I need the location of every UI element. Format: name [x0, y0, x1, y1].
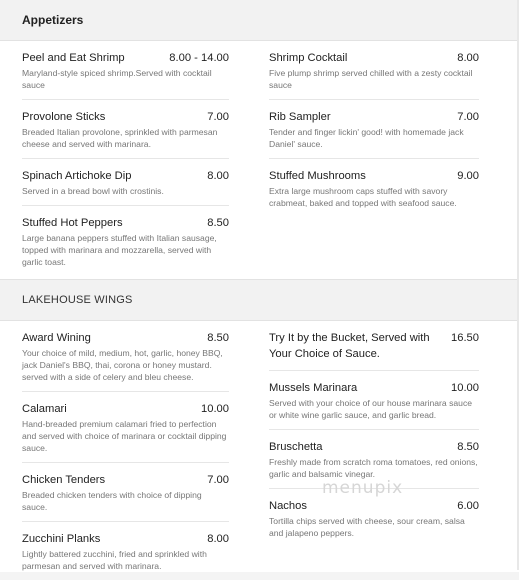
menu-item-name: Stuffed Mushrooms [269, 170, 366, 182]
menu-item-description: Hand-breaded premium calamari fried to perfection and served with choice of marinara or cocktail dipping sauce. [22, 419, 227, 453]
menu-item-price: 9.00 [457, 170, 479, 182]
appetizers-panel [0, 41, 519, 279]
menu-item-name: Calamari [22, 403, 67, 415]
menu-item-price: 8.00 [457, 52, 479, 64]
menu-item-price: 10.00 [451, 382, 479, 394]
menu-item-header [22, 168, 229, 184]
menu-item-header [22, 50, 229, 66]
menu-item [22, 392, 229, 463]
menu-item-price: 6.00 [457, 500, 479, 512]
menu-item-price: 8.50 [207, 332, 229, 344]
menu-item-description: Tortilla chips served with cheese, sour cream, salsa and jalapeno peppers. [269, 516, 465, 538]
menu-item-header [22, 531, 229, 547]
menu-item-header [269, 498, 479, 514]
wings-heading [0, 279, 519, 321]
menu-item-description: Your choice of mild, medium, hot, garlic, honey BBQ, jack Daniel's BBQ, thai, corona or honey mustard. served with a side of celery and bleu cheese. [22, 348, 223, 382]
appetizers-left-column [0, 41, 247, 279]
menu-item-description: Breaded chicken tenders with choice of dipping sauce. [22, 490, 202, 512]
menu-item-description: Lightly battered zucchini, fried and sprinkled with parmesan and served with marinara. [22, 549, 207, 571]
menu-item-description: Served with your choice of our house marinara sauce or white wine garlic sauce, and garlic bread. [269, 398, 473, 420]
appetizers-right-column [247, 41, 495, 279]
menu-item-name: Chicken Tenders [22, 474, 106, 486]
menu-item-price: 8.50 [457, 441, 479, 453]
menu-item-name: Spinach Artichoke Dip [22, 170, 132, 182]
menu-item [269, 371, 479, 430]
menu-item [22, 100, 229, 159]
menu-item-price: 8.00 - 14.00 [169, 52, 229, 64]
menu-item [22, 159, 229, 206]
menu-item-description: Large banana peppers stuffed with Italian sausage, topped with marinara and mozzarella, served with garlic toast. [22, 233, 217, 267]
menu-item-name: Zucchini Planks [22, 533, 101, 545]
menu-item [269, 100, 479, 159]
menu-item [269, 159, 479, 217]
menu-item-header [269, 380, 479, 396]
menu-item-price: 8.00 [207, 533, 229, 545]
menu-item-price: 8.50 [207, 217, 229, 229]
menu-item [269, 41, 479, 100]
wings-title: LAKEHOUSE WINGS [22, 294, 133, 306]
wings-panel [0, 321, 519, 572]
menu-item-header [22, 215, 229, 231]
menu-item-description: Maryland-style spiced shrimp.Served with cocktail sauce [22, 68, 212, 90]
menu-item-name: Shrimp Cocktail [269, 52, 348, 64]
menu-item-description: Breaded Italian provolone, sprinkled with parmesan cheese and served with marinara. [22, 127, 218, 149]
menu-item-price: 7.00 [207, 111, 229, 123]
menu-item [22, 206, 229, 276]
menu-item-header [269, 168, 479, 184]
menu-item-header [269, 50, 479, 66]
wings-right-column [247, 321, 495, 572]
menu-item-name: Provolone Sticks [22, 111, 106, 123]
menu-item-header [22, 472, 229, 488]
menu-item [269, 321, 479, 371]
watermark-logo: menupix [322, 478, 404, 498]
menu-item-name: Award Wining [22, 332, 91, 344]
menu-item-price: 8.00 [207, 170, 229, 182]
menu-item-header [269, 109, 479, 125]
menu-item-description: Freshly made from scratch roma tomatoes, red onions, garlic and balsamic vinegar. [269, 457, 478, 479]
appetizers-title: Appetizers [22, 13, 84, 27]
menu-item [22, 321, 229, 392]
menu-item-name: Stuffed Hot Peppers [22, 217, 123, 229]
menu-item-name: Mussels Marinara [269, 382, 358, 394]
menu-item-header [269, 439, 479, 455]
menu-item-header [269, 330, 479, 362]
appetizers-heading [0, 0, 519, 41]
menu-item-header [22, 109, 229, 125]
menu-item-price: 7.00 [457, 111, 479, 123]
menu-item-price: 7.00 [207, 474, 229, 486]
menu-item-description: Extra large mushroom caps stuffed with savory crabmeat, baked and topped with seafood sauce. [269, 186, 457, 208]
menu-item-description: Tender and finger lickin' good! with homemade jack Daniel' sauce. [269, 127, 464, 149]
menu-item [22, 41, 229, 100]
menu-item-price: 10.00 [201, 403, 229, 415]
menu-item [22, 522, 229, 580]
menu-item-name: Bruschetta [269, 441, 323, 453]
menu-item-name: Rib Sampler [269, 111, 331, 123]
wings-left-column [0, 321, 247, 572]
menu-item-name: Peel and Eat Shrimp [22, 52, 125, 64]
menu-item-description: Five plump shrimp served chilled with a zesty cocktail sauce [269, 68, 473, 90]
menu-item-price: 16.50 [451, 332, 479, 344]
menu-item-name: Try It by the Bucket, Served with Your Choice of Sauce. [269, 332, 430, 360]
menu-item-name: Nachos [269, 500, 307, 512]
menu-item-header [22, 401, 229, 417]
menu-item-description: Served in a bread bowl with crostinis. [22, 186, 164, 196]
menu-item [22, 463, 229, 522]
menu-item-header [22, 330, 229, 346]
